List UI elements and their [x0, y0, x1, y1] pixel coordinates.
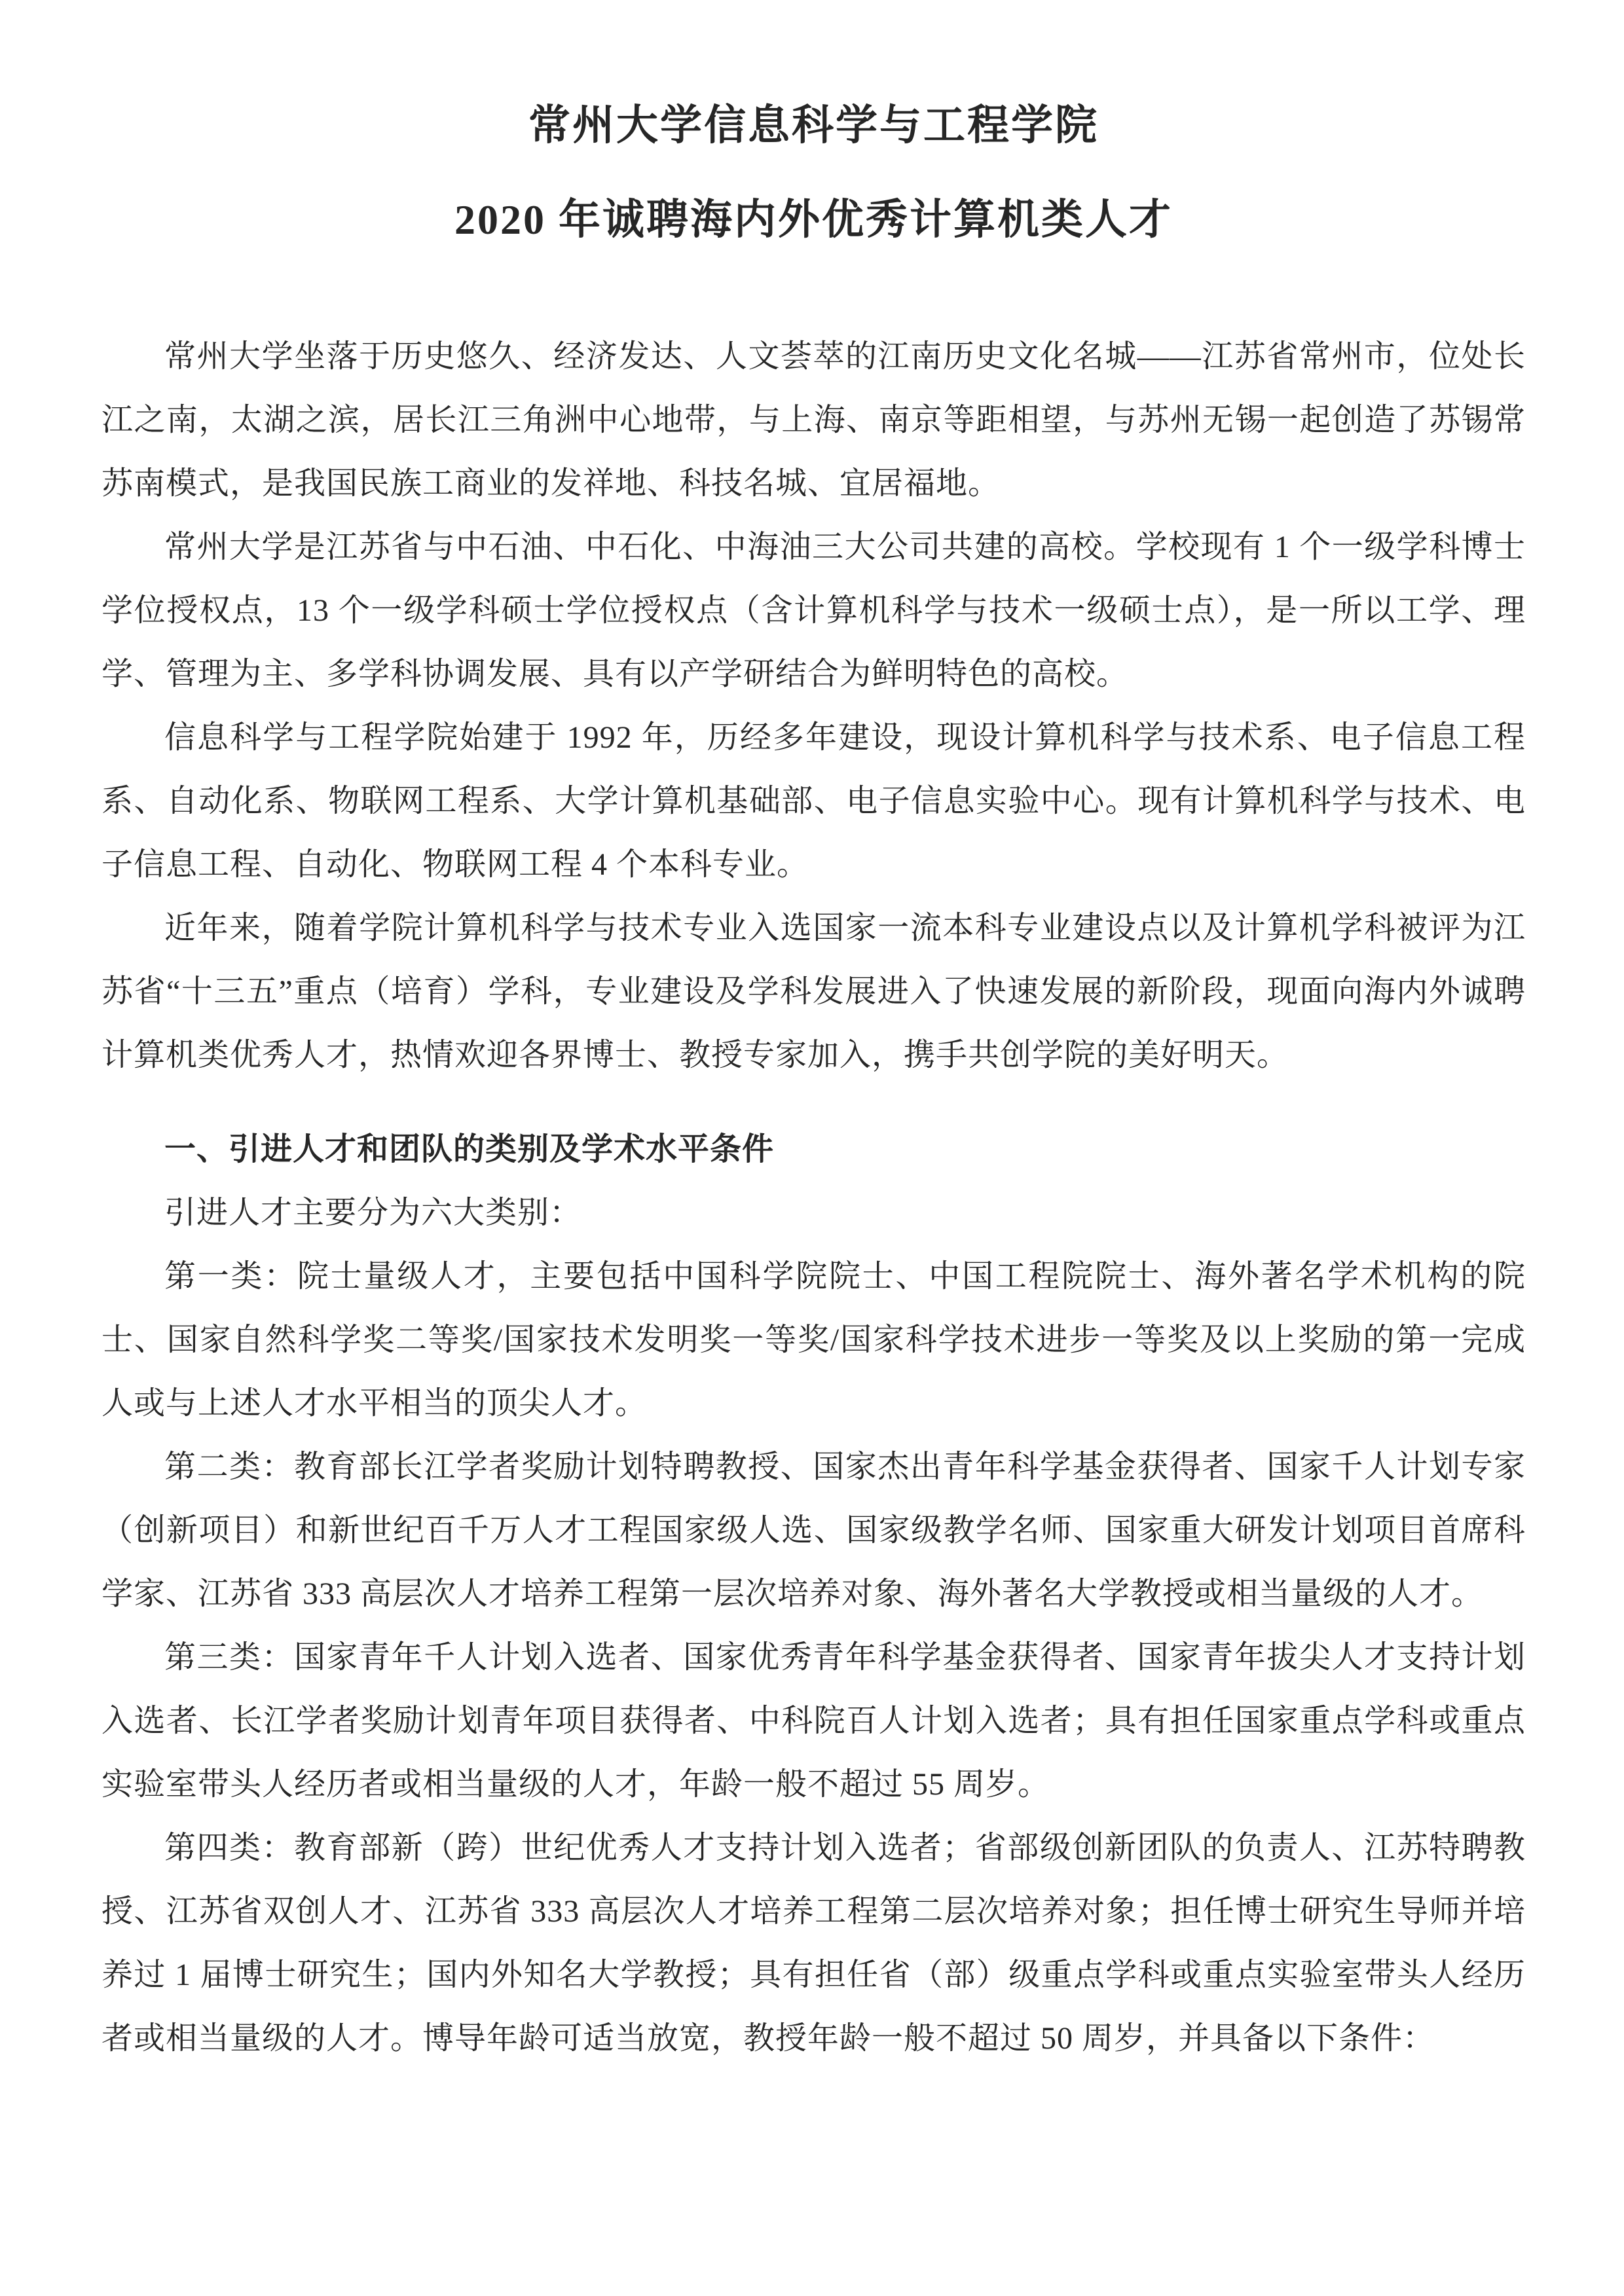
- document-title-line-2: 2020 年诚聘海内外优秀计算机类人才: [454, 196, 1173, 243]
- talent-category-2: 第二类：教育部长江学者奖励计划特聘教授、国家杰出青年科学基金获得者、国家千人计划专家（创新项目）和新世纪百千万人才工程国家级人选、国家级教学名师、国家重大研发计划项目首席科学家、江苏省 333 高层次人才培养工程第一层次培养对象、海外著名大学教授或相当量级的人才。: [101, 1449, 1526, 1611]
- document-title-line-1: 常州大学信息科学与工程学院: [528, 102, 1099, 149]
- paragraph-university-overview: 常州大学是江苏省与中石油、中石化、中海油三大公司共建的高校。学校现有 1 个一级学科博士学位授权点，13 个一级学科硕士学位授权点（含计算机科学与技术一级硕士点），是一所以工学、理学、管理为主、多学科协调发展、具有以产学研结合为鲜明特色的高校。: [101, 530, 1526, 691]
- talent-category-1: 第一类：院士量级人才，主要包括中国科学院院士、中国工程院院士、海外著名学术机构的院士、国家自然科学奖二等奖/国家技术发明奖一等奖/国家科学技术进步一等奖及以上奖励的第一完成人或与上述人才水平相当的顶尖人才。: [101, 1259, 1526, 1421]
- paragraph-school-history: 信息科学与工程学院始建于 1992 年，历经多年建设，现设计算机科学与技术系、电子信息工程系、自动化系、物联网工程系、大学计算机基础部、电子信息实验中心。现有计算机科学与技术、电子信息工程、自动化、物联网工程 4 个本科专业。: [101, 720, 1526, 882]
- section-lead-text: 引进人才主要分为六大类别：: [164, 1195, 582, 1230]
- paragraph-city-intro: 常州大学坐落于历史悠久、经济发达、人文荟萃的江南历史文化名城——江苏省常州市，位处长江之南，太湖之滨，居长江三角洲中心地带，与上海、南京等距相望，与苏州无锡一起创造了苏锡常苏南模式，是我国民族工商业的发祥地、科技名城、宜居福地。: [101, 339, 1526, 501]
- talent-category-3: 第三类：国家青年千人计划入选者、国家优秀青年科学基金获得者、国家青年拔尖人才支持计划入选者、长江学者奖励计划青年项目获得者、中科院百人计划入选者；具有担任国家重点学科或重点实验室带头人经历者或相当量级的人才，年龄一般不超过 55 周岁。: [101, 1640, 1526, 1802]
- paragraph-recruitment-context: 近年来，随着学院计算机科学与技术专业入选国家一流本科专业建设点以及计算机学科被评为江苏省“十三五”重点（培育）学科，专业建设及学科发展进入了快速发展的新阶段，现面向海内外诚聘计算机类优秀人才，热情欢迎各界博士、教授专家加入，携手共创学院的美好明天。: [101, 911, 1526, 1072]
- section-heading-talent-categories: 一、引进人才和团队的类别及学术水平条件: [164, 1132, 775, 1167]
- talent-category-4: 第四类：教育部新（跨）世纪优秀人才支持计划入选者；省部级创新团队的负责人、江苏特聘教授、江苏省双创人才、江苏省 333 高层次人才培养工程第二层次培养对象；担任博士研究生导师并培养过 1 届博士研究生；国内外知名大学教授；具有担任省（部）级重点学科或重点实验室带头人经历者或相当量级的人才。博导年龄可适当放宽，教授年龄一般不超过 50 周岁，并具备以下条件：: [101, 1831, 1526, 2056]
- document-body: [101, 325, 1526, 2070]
